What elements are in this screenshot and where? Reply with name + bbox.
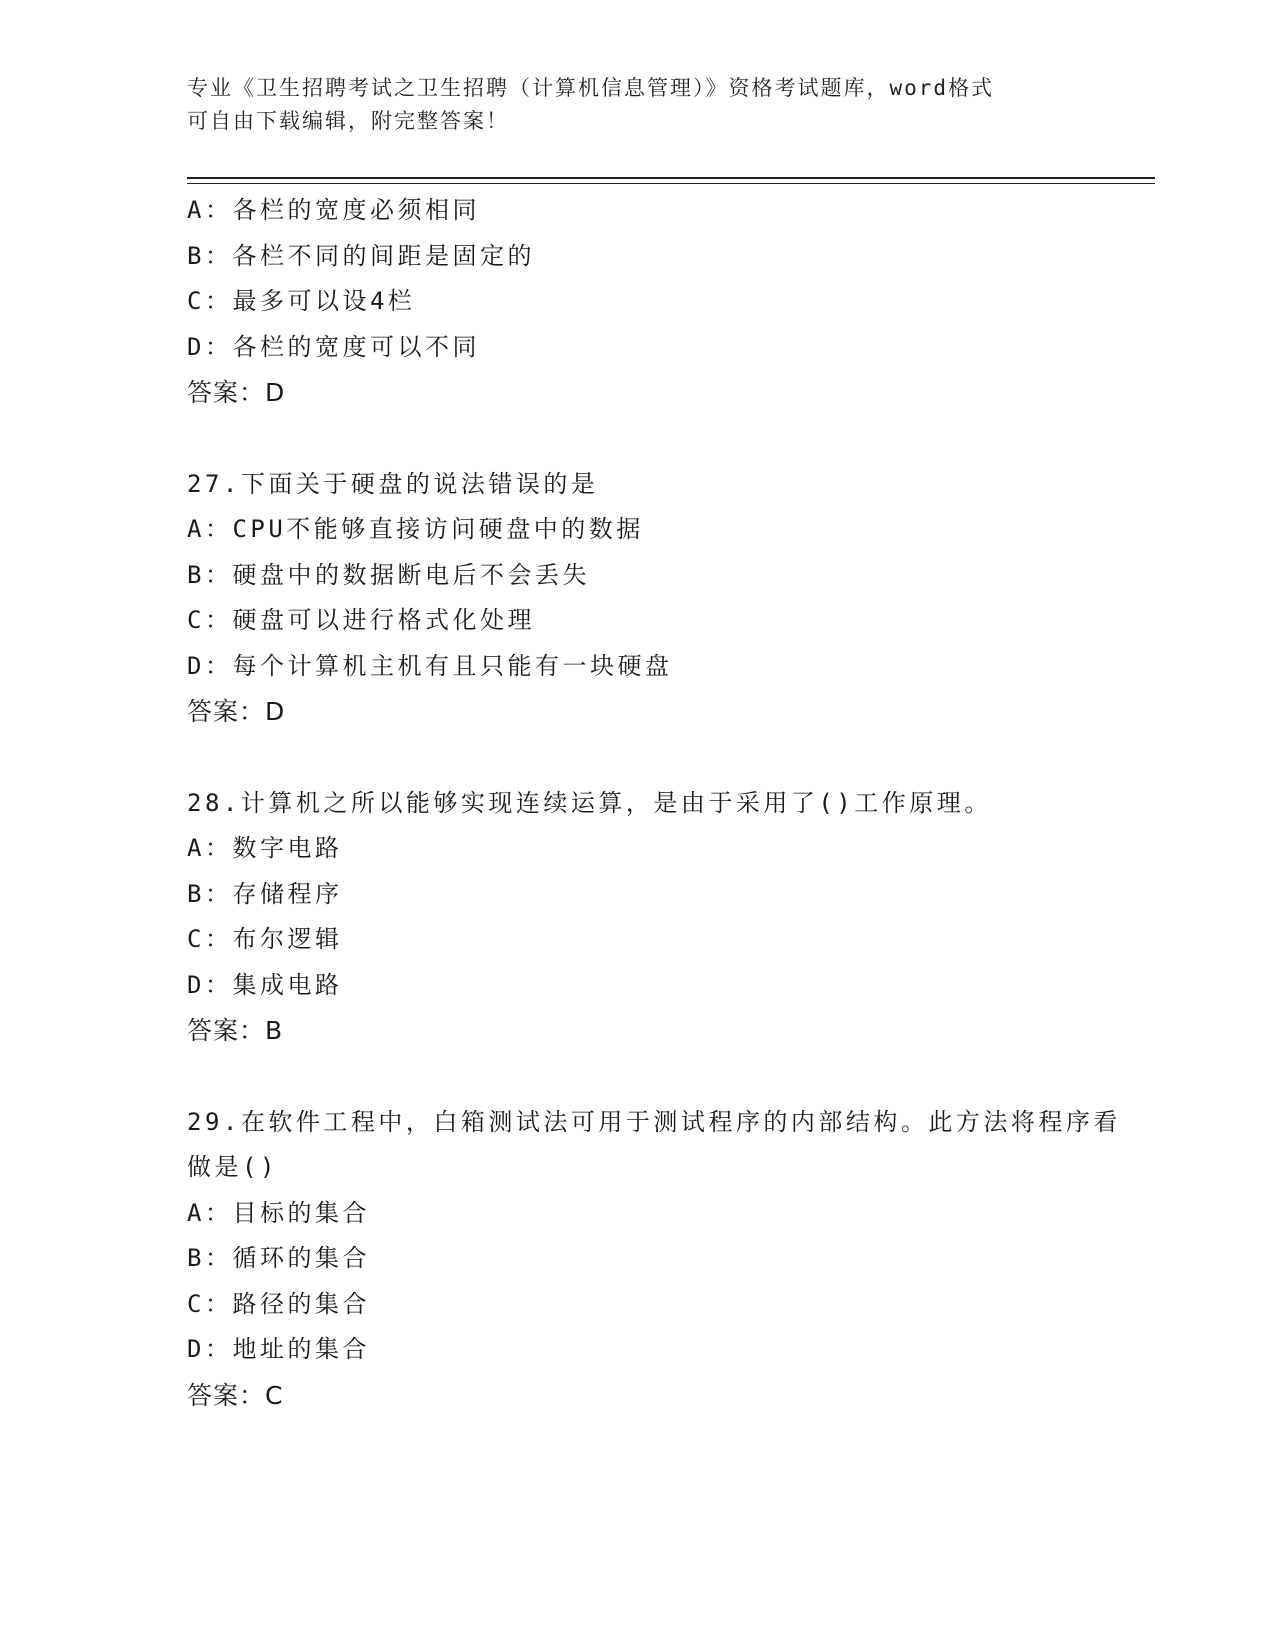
question-list xyxy=(187,188,1127,1464)
option-c: C：路径的集合 xyxy=(187,1289,370,1318)
question-stem: 28.计算机之所以能够实现连续运算，是由于采用了()工作原理。 xyxy=(187,788,992,817)
answer-line: 答案：B xyxy=(187,1016,284,1045)
question-block xyxy=(187,1100,1127,1419)
question-block xyxy=(187,462,1127,735)
option-c: C：布尔逻辑 xyxy=(187,925,343,953)
option-b: B：循环的集合 xyxy=(187,1244,370,1272)
question-stem: 29.在软件工程中，白箱测试法可用于测试程序的内部结构。此方法将程序看做是() xyxy=(187,1107,1121,1181)
option-b: B：存储程序 xyxy=(187,879,343,908)
answer-line: 答案：D xyxy=(187,378,286,407)
option-b: B：硬盘中的数据断电后不会丢失 xyxy=(187,560,590,589)
option-d: D：各栏的宽度可以不同 xyxy=(187,332,480,361)
header-divider-thick xyxy=(187,177,1155,179)
option-b: B：各栏不同的间距是固定的 xyxy=(187,241,535,270)
option-d: D：每个计算机主机有且只能有一块硬盘 xyxy=(187,651,673,680)
question-block xyxy=(187,781,1127,1054)
document-header xyxy=(187,72,1087,138)
option-d: D：地址的集合 xyxy=(187,1335,370,1363)
option-c: C：硬盘可以进行格式化处理 xyxy=(187,606,535,634)
header-line-1: 专业《卫生招聘考试之卫生招聘（计算机信息管理）》资格考试题库，word格式 xyxy=(187,76,995,100)
option-c: C：最多可以设4栏 xyxy=(187,287,416,315)
question-block xyxy=(187,188,1127,416)
header-line-2: 可自由下载编辑，附完整答案！ xyxy=(187,109,509,133)
answer-line: 答案：D xyxy=(187,697,286,726)
header-divider-thin xyxy=(187,183,1155,184)
option-a: A：目标的集合 xyxy=(187,1198,370,1227)
option-a: A：数字电路 xyxy=(187,834,343,862)
question-stem: 27.下面关于硬盘的说法错误的是 xyxy=(187,469,599,498)
option-d: D：集成电路 xyxy=(187,970,343,999)
option-a: A：各栏的宽度必须相同 xyxy=(187,196,480,224)
option-a: A：CPU不能够直接访问硬盘中的数据 xyxy=(187,515,644,543)
answer-line: 答案：C xyxy=(187,1380,284,1410)
